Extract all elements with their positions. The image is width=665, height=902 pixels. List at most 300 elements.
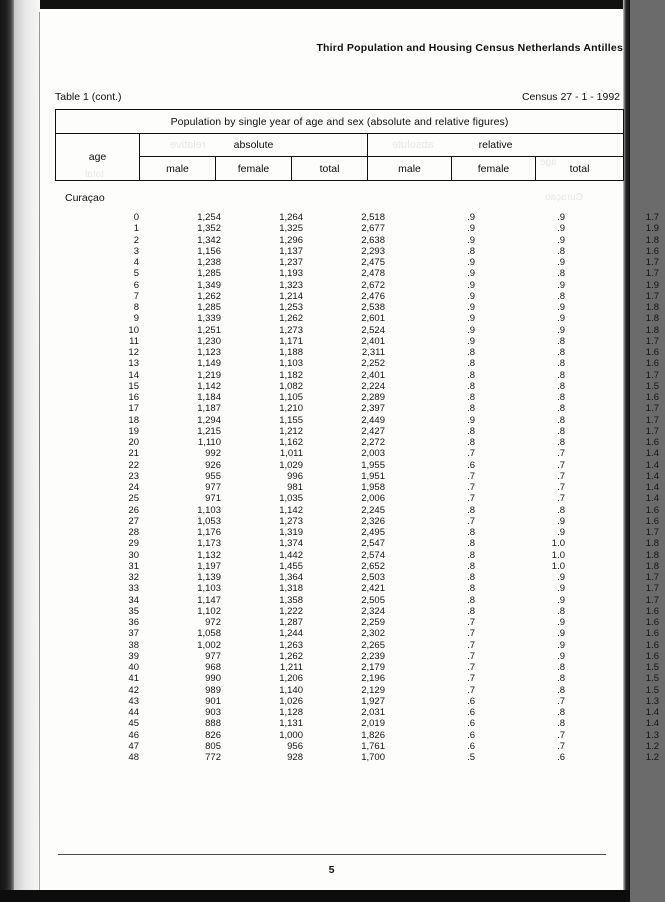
table-row xyxy=(55,628,665,639)
cell-relative-male: .8 xyxy=(467,527,475,538)
cell-absolute-female: 1,374 xyxy=(279,538,303,550)
cell-relative-total: 1.8 xyxy=(645,302,659,313)
column-header-relative-male: male xyxy=(368,157,452,181)
cell-age: 37 xyxy=(128,628,139,640)
cell-absolute-total: 2,401 xyxy=(361,335,385,347)
cell-absolute-male: 1,142 xyxy=(197,380,221,392)
cell-absolute-total: 2,293 xyxy=(361,245,385,257)
cell-relative-female: .8 xyxy=(557,707,565,718)
cell-relative-total: 1.7 xyxy=(645,290,659,302)
cell-age: 42 xyxy=(128,684,139,696)
cell-relative-male: .7 xyxy=(467,515,475,527)
cell-relative-male: .6 xyxy=(467,695,475,707)
cell-relative-male: .9 xyxy=(467,302,475,313)
cell-absolute-total: 2,652 xyxy=(361,560,385,572)
table-title: Population by single year of age and sex (absolute and relative figures) xyxy=(56,110,624,134)
cell-absolute-total: 2,326 xyxy=(361,515,385,527)
cell-absolute-male: 1,254 xyxy=(197,212,221,223)
column-header-relative-female: female xyxy=(452,157,536,181)
cell-absolute-male: 1,173 xyxy=(197,538,221,550)
cell-age: 0 xyxy=(133,212,139,223)
table-row xyxy=(55,358,665,369)
cell-age: 12 xyxy=(128,347,139,358)
cell-relative-total: 1.5 xyxy=(645,684,659,696)
cell-relative-total: 1.3 xyxy=(645,695,659,707)
cell-relative-female: .8 xyxy=(557,605,565,617)
cell-age: 31 xyxy=(128,560,139,572)
cell-age: 6 xyxy=(133,279,139,291)
cell-age: 29 xyxy=(128,538,139,550)
cell-age: 27 xyxy=(128,515,139,527)
cell-relative-total: 1.6 xyxy=(645,437,659,448)
cell-absolute-male: 1,123 xyxy=(197,347,221,358)
cell-relative-total: 1.7 xyxy=(645,257,659,268)
cell-absolute-male: 1,147 xyxy=(197,594,221,606)
table-row xyxy=(55,370,665,381)
cell-relative-female: .8 xyxy=(557,425,565,437)
cell-relative-total: 1.7 xyxy=(645,335,659,347)
cell-relative-female: .8 xyxy=(557,403,565,415)
table-row xyxy=(55,538,665,549)
cell-absolute-total: 2,475 xyxy=(361,257,385,268)
cell-relative-female: .9 xyxy=(557,212,565,223)
cell-relative-total: 1.8 xyxy=(645,313,659,325)
cell-relative-male: .9 xyxy=(467,223,475,235)
table-row xyxy=(55,550,665,561)
cell-relative-total: 1.3 xyxy=(645,729,659,741)
bleedthrough-ghost: total xyxy=(85,169,104,180)
cell-absolute-total: 2,638 xyxy=(361,234,385,246)
cell-relative-male: .8 xyxy=(467,605,475,617)
cell-absolute-male: 1,176 xyxy=(197,527,221,538)
cell-absolute-male: 972 xyxy=(205,617,221,628)
page-sheet xyxy=(40,9,659,890)
cell-relative-male: .7 xyxy=(467,617,475,628)
cell-absolute-male: 1,251 xyxy=(197,324,221,336)
cell-relative-male: .9 xyxy=(467,279,475,291)
table-row xyxy=(55,235,665,246)
cell-absolute-male: 1,002 xyxy=(197,639,221,651)
cell-relative-total: 1.6 xyxy=(645,504,659,516)
cell-age: 35 xyxy=(128,605,139,617)
cell-absolute-male: 1,215 xyxy=(197,425,221,437)
cell-absolute-female: 1,253 xyxy=(279,302,303,313)
cell-relative-female: .8 xyxy=(557,369,565,381)
cell-absolute-total: 2,324 xyxy=(361,605,385,617)
cell-absolute-total: 2,311 xyxy=(361,347,385,358)
cell-absolute-male: 1,339 xyxy=(197,313,221,325)
column-group-absolute: absolute xyxy=(140,134,368,157)
cell-absolute-male: 1,103 xyxy=(197,583,221,595)
cell-absolute-total: 1,958 xyxy=(361,482,385,493)
table-header-grid xyxy=(55,109,624,181)
cell-absolute-male: 1,058 xyxy=(197,628,221,640)
cell-absolute-female: 1,029 xyxy=(279,459,303,471)
cell-absolute-total: 2,601 xyxy=(361,313,385,325)
cell-relative-male: .8 xyxy=(467,437,475,448)
cell-relative-female: .8 xyxy=(557,358,565,370)
table-row xyxy=(55,212,665,223)
cell-absolute-total: 2,019 xyxy=(361,718,385,730)
cell-absolute-female: 1,142 xyxy=(279,504,303,516)
cell-relative-male: .8 xyxy=(467,538,475,550)
cell-absolute-male: 926 xyxy=(205,459,221,471)
cell-absolute-female: 1,319 xyxy=(279,527,303,538)
table-row xyxy=(55,561,665,572)
cell-age: 28 xyxy=(128,527,139,538)
table-row xyxy=(55,257,665,268)
table-row xyxy=(55,223,665,234)
cell-relative-male: .7 xyxy=(467,650,475,662)
cell-age: 30 xyxy=(128,549,139,561)
cell-relative-male: .6 xyxy=(467,729,475,741)
cell-absolute-female: 1,155 xyxy=(279,414,303,426)
column-group-relative: relative xyxy=(368,134,624,157)
table-row xyxy=(55,662,665,673)
cell-relative-female: 1.0 xyxy=(551,538,565,550)
cell-relative-female: .8 xyxy=(557,684,565,696)
cell-relative-total: 1.7 xyxy=(645,572,659,583)
cell-absolute-male: 1,110 xyxy=(197,437,221,448)
cell-relative-total: 1.9 xyxy=(645,279,659,291)
cell-absolute-female: 1,237 xyxy=(279,257,303,268)
cell-absolute-total: 2,495 xyxy=(361,527,385,538)
cell-absolute-female: 1,137 xyxy=(279,245,303,257)
cell-relative-female: .8 xyxy=(557,662,565,673)
table-row xyxy=(55,347,665,358)
cell-relative-female: .9 xyxy=(557,639,565,651)
cell-absolute-total: 1,951 xyxy=(361,470,385,482)
cell-absolute-female: 1,162 xyxy=(279,437,303,448)
table-row xyxy=(55,516,665,527)
cell-relative-female: .9 xyxy=(557,628,565,640)
cell-relative-female: .9 xyxy=(557,515,565,527)
cell-relative-male: .8 xyxy=(467,347,475,358)
cell-relative-male: .8 xyxy=(467,392,475,403)
cell-age: 16 xyxy=(128,392,139,403)
cell-absolute-total: 2,302 xyxy=(361,628,385,640)
table-row xyxy=(55,448,665,459)
cell-age: 25 xyxy=(128,493,139,505)
bleedthrough-ghost: Curaçao xyxy=(545,192,583,203)
cell-absolute-total: 2,672 xyxy=(361,279,385,291)
cell-relative-female: 1.0 xyxy=(551,560,565,572)
cell-relative-total: 1.4 xyxy=(645,470,659,482)
cell-absolute-male: 1,285 xyxy=(197,268,221,280)
cell-absolute-male: 1,197 xyxy=(197,560,221,572)
cell-age: 15 xyxy=(128,380,139,392)
cell-relative-female: .7 xyxy=(557,482,565,493)
cell-relative-total: 1.7 xyxy=(645,212,659,223)
table-row xyxy=(55,707,665,718)
cell-relative-male: .7 xyxy=(467,470,475,482)
cell-relative-male: .8 xyxy=(467,572,475,583)
cell-absolute-female: 1,211 xyxy=(279,662,303,673)
cell-age: 9 xyxy=(133,313,139,325)
cell-relative-female: .9 xyxy=(557,313,565,325)
cell-relative-male: .9 xyxy=(467,268,475,280)
cell-absolute-female: 1,131 xyxy=(279,718,303,730)
table-row xyxy=(55,246,665,257)
cell-relative-female: .8 xyxy=(557,718,565,730)
cell-relative-total: 1.7 xyxy=(645,414,659,426)
table-row xyxy=(55,392,665,403)
table-row xyxy=(55,583,665,594)
cell-relative-female: .6 xyxy=(557,752,565,763)
page-number: 5 xyxy=(328,864,335,876)
cell-absolute-total: 2,547 xyxy=(361,538,385,550)
cell-relative-male: .8 xyxy=(467,560,475,572)
cell-absolute-female: 996 xyxy=(287,470,303,482)
cell-relative-total: 1.8 xyxy=(645,560,659,572)
table-row xyxy=(55,493,665,504)
cell-absolute-male: 971 xyxy=(205,493,221,505)
cell-absolute-female: 1,296 xyxy=(279,234,303,246)
cell-relative-total: 1.4 xyxy=(645,459,659,471)
table-row xyxy=(55,696,665,707)
cell-absolute-female: 1,244 xyxy=(279,628,303,640)
cell-relative-female: .8 xyxy=(557,414,565,426)
cell-absolute-male: 968 xyxy=(205,662,221,673)
cell-relative-female: .9 xyxy=(557,650,565,662)
cell-relative-male: .8 xyxy=(467,380,475,392)
cell-relative-male: .8 xyxy=(467,504,475,516)
cell-absolute-total: 2,265 xyxy=(361,639,385,651)
cell-relative-female: .9 xyxy=(557,594,565,606)
table-row xyxy=(55,426,665,437)
cell-relative-total: 1.6 xyxy=(645,347,659,358)
bleedthrough-ghost: age xyxy=(540,157,557,168)
cell-absolute-total: 2,224 xyxy=(361,380,385,392)
table-row xyxy=(55,617,665,628)
cell-absolute-female: 1,035 xyxy=(279,493,303,505)
cell-absolute-male: 1,132 xyxy=(197,549,221,561)
cell-absolute-female: 1,214 xyxy=(279,290,303,302)
cell-absolute-female: 1,318 xyxy=(279,583,303,595)
cell-age: 39 xyxy=(128,650,139,662)
cell-relative-total: 1.6 xyxy=(645,639,659,651)
cell-absolute-female: 1,287 xyxy=(279,617,303,628)
cell-relative-male: .8 xyxy=(467,549,475,561)
cell-relative-female: .9 xyxy=(557,572,565,583)
table-row xyxy=(55,651,665,662)
cell-absolute-total: 2,677 xyxy=(361,223,385,235)
cell-relative-male: .7 xyxy=(467,448,475,460)
cell-absolute-male: 1,230 xyxy=(197,335,221,347)
cell-absolute-female: 1,193 xyxy=(279,268,303,280)
cell-absolute-male: 955 xyxy=(205,470,221,482)
cell-relative-female: .8 xyxy=(557,437,565,448)
cell-absolute-female: 956 xyxy=(287,740,303,752)
cell-relative-male: .7 xyxy=(467,662,475,673)
cell-absolute-total: 2,239 xyxy=(361,650,385,662)
cell-age: 33 xyxy=(128,583,139,595)
table-caption-row xyxy=(55,91,620,105)
cell-relative-male: .7 xyxy=(467,684,475,696)
table-row xyxy=(55,752,665,763)
cell-absolute-male: 1,053 xyxy=(197,515,221,527)
cell-relative-male: .9 xyxy=(467,324,475,336)
cell-age: 23 xyxy=(128,470,139,482)
cell-relative-male: .9 xyxy=(467,234,475,246)
cell-absolute-total: 2,538 xyxy=(361,302,385,313)
cell-absolute-total: 2,031 xyxy=(361,707,385,718)
cell-age: 46 xyxy=(128,729,139,741)
cell-relative-total: 1.6 xyxy=(645,605,659,617)
scan-edge-bottom xyxy=(0,890,630,902)
cell-absolute-female: 1,210 xyxy=(279,403,303,415)
cell-relative-total: 1.2 xyxy=(645,740,659,752)
cell-age: 20 xyxy=(128,437,139,448)
table-row xyxy=(55,572,665,583)
cell-absolute-total: 2,179 xyxy=(361,662,385,673)
cell-age: 44 xyxy=(128,707,139,718)
cell-absolute-total: 2,289 xyxy=(361,392,385,403)
cell-age: 4 xyxy=(133,257,139,268)
cell-absolute-female: 981 xyxy=(287,482,303,493)
cell-age: 22 xyxy=(128,459,139,471)
cell-age: 19 xyxy=(128,425,139,437)
cell-relative-female: .8 xyxy=(557,290,565,302)
cell-relative-female: .7 xyxy=(557,493,565,505)
cell-absolute-male: 1,238 xyxy=(197,257,221,268)
table-label: Table 1 (cont.) xyxy=(55,91,122,103)
cell-absolute-total: 2,449 xyxy=(361,414,385,426)
cell-absolute-male: 772 xyxy=(205,752,221,763)
cell-relative-total: 1.7 xyxy=(645,583,659,595)
cell-absolute-total: 2,006 xyxy=(361,493,385,505)
table-row xyxy=(55,291,665,302)
cell-relative-male: .7 xyxy=(467,628,475,640)
cell-age: 38 xyxy=(128,639,139,651)
cell-absolute-total: 2,252 xyxy=(361,358,385,370)
cell-absolute-total: 2,259 xyxy=(361,617,385,628)
cell-age: 18 xyxy=(128,414,139,426)
cell-absolute-female: 1,325 xyxy=(279,223,303,235)
cell-age: 1 xyxy=(133,223,139,235)
cell-relative-male: .8 xyxy=(467,358,475,370)
cell-age: 14 xyxy=(128,369,139,381)
table-row xyxy=(55,268,665,279)
cell-absolute-male: 1,352 xyxy=(197,223,221,235)
cell-absolute-male: 1,285 xyxy=(197,302,221,313)
cell-relative-male: .6 xyxy=(467,707,475,718)
census-date: Census 27 - 1 - 1992 xyxy=(521,91,620,103)
cell-relative-female: .8 xyxy=(557,335,565,347)
cell-absolute-total: 1,826 xyxy=(361,729,385,741)
cell-relative-total: 1.5 xyxy=(645,380,659,392)
cell-age: 24 xyxy=(128,482,139,493)
cell-absolute-male: 901 xyxy=(205,695,221,707)
cell-relative-total: 1.6 xyxy=(645,650,659,662)
cell-relative-total: 1.7 xyxy=(645,527,659,538)
cell-relative-male: .7 xyxy=(467,493,475,505)
cell-relative-male: .8 xyxy=(467,594,475,606)
cell-absolute-male: 1,156 xyxy=(197,245,221,257)
cell-relative-female: .9 xyxy=(557,302,565,313)
cell-absolute-female: 1,026 xyxy=(279,695,303,707)
book-binding-shadow xyxy=(0,0,14,902)
column-header-absolute-male: male xyxy=(140,157,216,181)
column-header-age: age xyxy=(56,134,140,181)
cell-relative-total: 1.8 xyxy=(645,549,659,561)
table-row xyxy=(55,437,665,448)
cell-absolute-male: 1,187 xyxy=(197,403,221,415)
table-row xyxy=(55,403,665,414)
cell-absolute-total: 2,272 xyxy=(361,437,385,448)
cell-relative-total: 1.5 xyxy=(645,662,659,673)
cell-age: 48 xyxy=(128,752,139,763)
cell-relative-male: .9 xyxy=(467,212,475,223)
cell-absolute-total: 2,478 xyxy=(361,268,385,280)
cell-age: 2 xyxy=(133,234,139,246)
cell-age: 45 xyxy=(128,718,139,730)
table-row xyxy=(55,313,665,324)
cell-relative-male: .6 xyxy=(467,740,475,752)
column-header-relative-total: total xyxy=(536,157,624,181)
cell-age: 26 xyxy=(128,504,139,516)
cell-age: 3 xyxy=(133,245,139,257)
cell-age: 41 xyxy=(128,673,139,685)
cell-relative-total: 1.6 xyxy=(645,515,659,527)
cell-relative-male: .8 xyxy=(467,369,475,381)
table-row xyxy=(55,302,665,313)
cell-absolute-male: 1,342 xyxy=(197,234,221,246)
cell-absolute-male: 1,184 xyxy=(197,392,221,403)
cell-relative-male: .9 xyxy=(467,313,475,325)
cell-absolute-female: 1,442 xyxy=(279,549,303,561)
cell-absolute-male: 1,219 xyxy=(197,369,221,381)
cell-relative-total: 1.7 xyxy=(645,268,659,280)
cell-relative-male: .8 xyxy=(467,583,475,595)
cell-relative-female: .7 xyxy=(557,729,565,741)
cell-age: 40 xyxy=(128,662,139,673)
cell-absolute-female: 1,364 xyxy=(279,572,303,583)
cell-relative-female: .8 xyxy=(557,673,565,685)
cell-age: 7 xyxy=(133,290,139,302)
table-row xyxy=(55,482,665,493)
cell-relative-total: 1.6 xyxy=(645,617,659,628)
table-row xyxy=(55,595,665,606)
cell-absolute-female: 1,323 xyxy=(279,279,303,291)
cell-absolute-female: 1,000 xyxy=(279,729,303,741)
cell-relative-female: .7 xyxy=(557,695,565,707)
cell-absolute-male: 1,262 xyxy=(197,290,221,302)
cell-relative-male: .7 xyxy=(467,482,475,493)
cell-absolute-male: 1,294 xyxy=(197,414,221,426)
column-header-absolute-total: total xyxy=(292,157,368,181)
cell-relative-male: .7 xyxy=(467,639,475,651)
cell-absolute-female: 1,082 xyxy=(279,380,303,392)
cell-absolute-total: 2,503 xyxy=(361,572,385,583)
cell-absolute-female: 1,222 xyxy=(279,605,303,617)
table-title-row xyxy=(56,110,624,134)
cell-absolute-male: 1,149 xyxy=(197,358,221,370)
cell-absolute-female: 928 xyxy=(287,752,303,763)
cell-relative-total: 1.8 xyxy=(645,234,659,246)
cell-relative-male: .8 xyxy=(467,245,475,257)
table-row xyxy=(55,640,665,651)
cell-age: 21 xyxy=(128,448,139,460)
cell-relative-male: .8 xyxy=(467,403,475,415)
bleedthrough-ghost: absolute xyxy=(392,139,434,151)
census-data-table xyxy=(55,212,665,763)
cell-relative-total: 1.4 xyxy=(645,718,659,730)
cell-absolute-male: 888 xyxy=(205,718,221,730)
cell-relative-female: .9 xyxy=(557,583,565,595)
book-gutter xyxy=(14,0,40,902)
cell-relative-female: .7 xyxy=(557,448,565,460)
